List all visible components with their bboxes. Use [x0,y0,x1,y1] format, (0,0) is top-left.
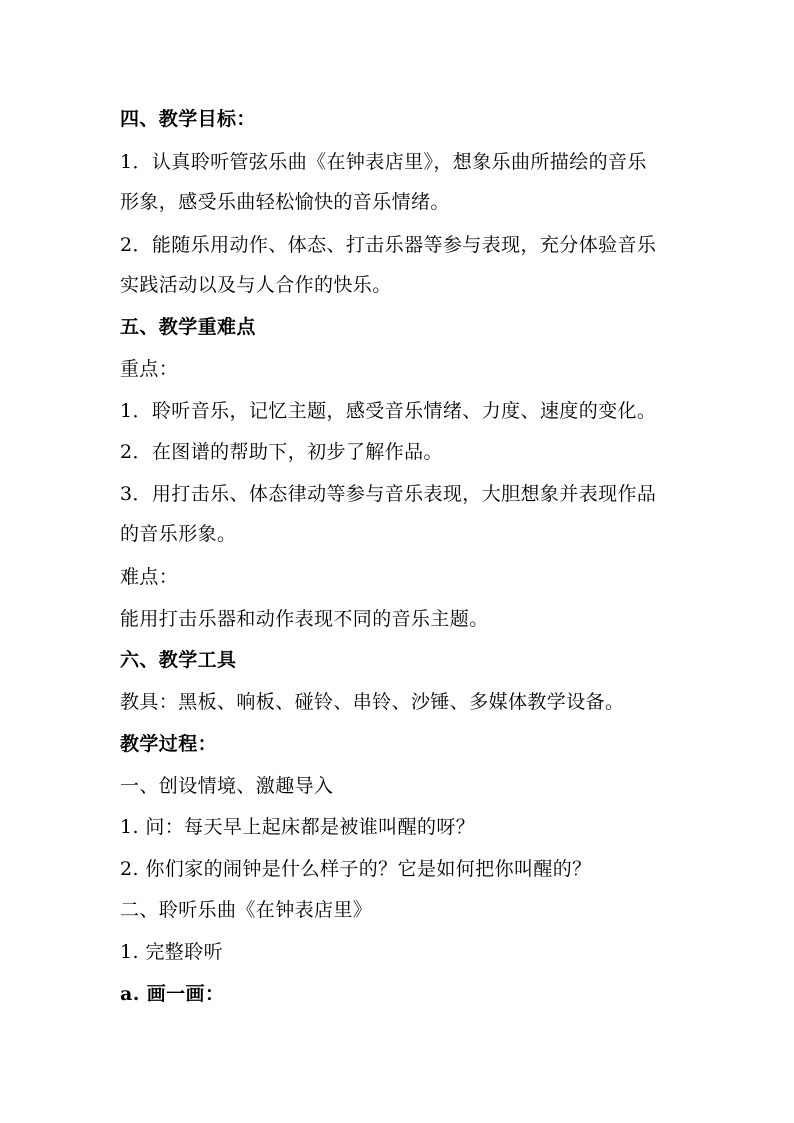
listening-step-1: 1. 完整聆听 [120,941,223,963]
key-point-3-line-2: 的音乐形象。 [120,523,237,545]
teaching-tools: 教具：黑板、响板、碰铃、串铃、沙锤、多媒体教学设备。 [120,691,625,713]
section-heading-tools: 六、教学工具 [120,649,237,671]
objective-1-line-1: 1．认真聆听管弦乐曲《在钟表店里》，想象乐曲所描绘的音乐 [120,151,647,173]
key-point-1: 1．聆听音乐，记忆主题，感受音乐情绪、力度、速度的变化。 [120,400,657,422]
section-heading-objectives: 四、教学目标： [120,108,256,130]
key-point-3-line-1: 3．用打击乐、体态律动等参与音乐表现，大胆想象并表现作品 [120,483,657,505]
process-step-2: 二、聆听乐曲《在钟表店里》 [120,899,373,921]
difficult-point-1: 能用打击乐器和动作表现不同的音乐主题。 [120,608,489,630]
process-step-1: 一、创设情境、激趣导入 [120,775,334,797]
question-2: 2. 你们家的闹钟是什么样子的？它是如何把你叫醒的？ [120,858,592,880]
section-heading-process: 教学过程： [120,733,218,755]
objective-2-line-2: 实践活动以及与人合作的快乐。 [120,274,392,296]
section-heading-key-difficult: 五、教学重难点 [120,316,256,338]
objective-2-line-1: 2．能随乐用动作、体态、打击乐器等参与表现，充分体验音乐 [120,234,657,256]
difficult-points-label: 难点： [120,566,179,588]
key-points-label: 重点： [120,358,179,380]
key-point-2: 2．在图谱的帮助下，初步了解作品。 [120,441,443,463]
objective-1-line-2: 形象，感受乐曲轻松愉快的音乐情绪。 [120,191,450,213]
activity-draw: a. 画一画： [120,983,225,1005]
question-1: 1. 问：每天早上起床都是被谁叫醒的呀？ [120,816,476,838]
